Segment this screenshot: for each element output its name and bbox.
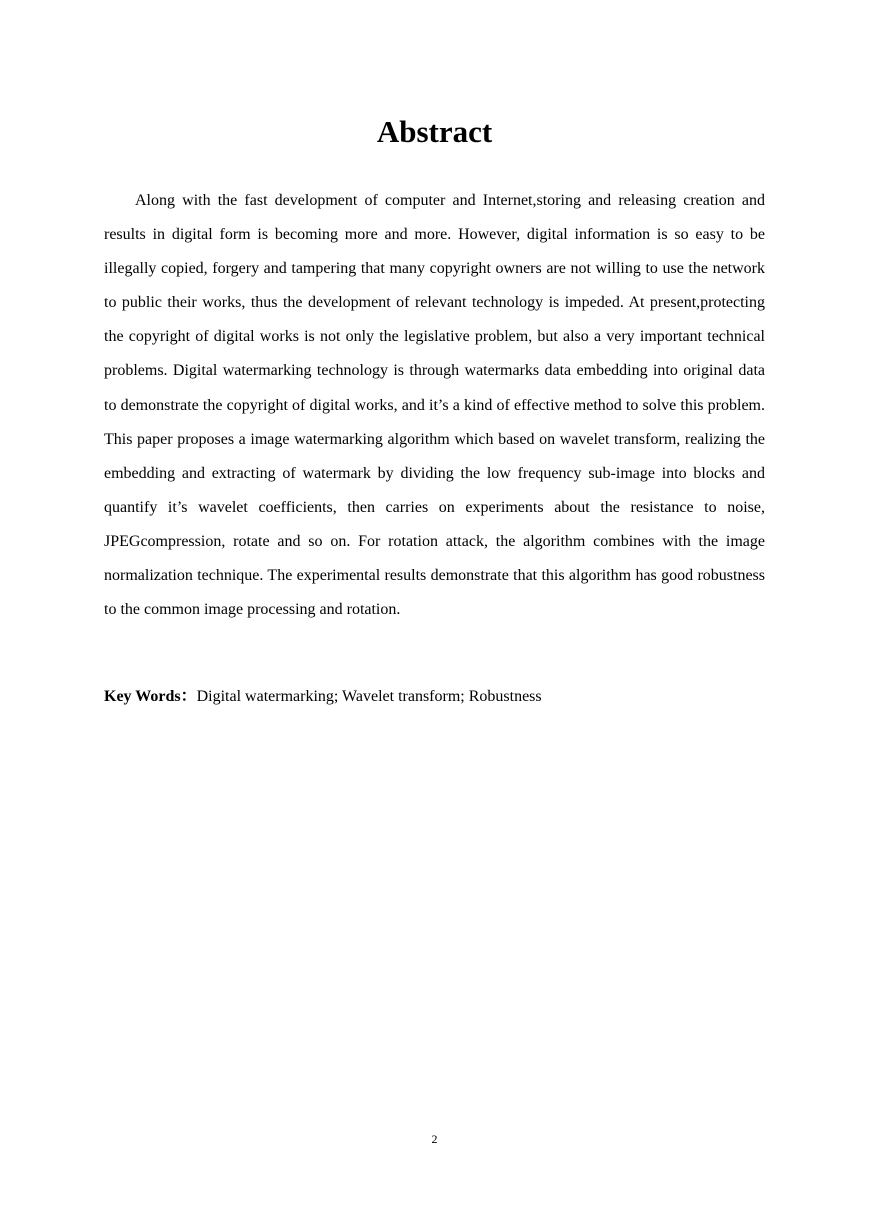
abstract-title: Abstract — [376, 114, 493, 149]
keywords-line — [104, 684, 765, 710]
keywords-value: Digital watermarking; Wavelet transform; Robustness — [196, 688, 542, 705]
keywords-label: Key Words： — [104, 688, 197, 705]
page-number: 2 — [431, 1132, 438, 1146]
abstract-body: Along with the fast development of computer and Internet,storing and releasing creation and results in digital form is becoming more and more. However, digital information is so easy to be illegally copied, forgery and tampering that many copyright owners are not willing to use the network to public their works, thus the development of relevant technology is impeded. At present,protecting the copyright of digital works is not only the legislative problem, but also a very important technical problems. Digital watermarking technology is through watermarks data embedding into original data to demonstrate the copyright of digital works, and it’s a kind of effective method to solve this problem. This paper proposes a image watermarking algorithm which based on wavelet transform, realizing the embedding and extracting of watermark by dividing the low frequency sub-image into blocks and quantify it’s wavelet coefficients, then carries on experiments about the resistance to noise, JPEGcompression, rotate and so on. For rotation attack, the algorithm combines with the image normalization technique. The experimental results demonstrate that this algorithm has good robustness to the common image processing and rotation. — [104, 192, 765, 619]
